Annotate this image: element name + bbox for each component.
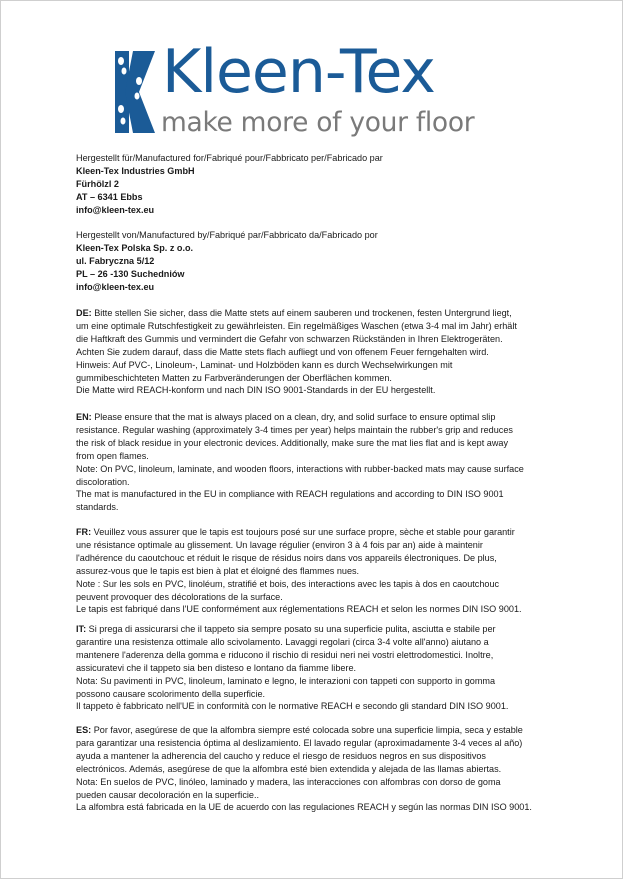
paragraph-line (76, 372, 517, 385)
language-prefix: FR: (76, 527, 92, 537)
manufactured-for-block (76, 152, 383, 217)
line-text: Die Matte wird REACH-konform und nach DIN ISO 9001-Standards in der EU hergestellt. (76, 385, 436, 396)
paragraph-line (76, 801, 532, 814)
section-it (76, 623, 508, 713)
line-text: resistance. Regular washing (approximately 3-4 times per year) helps maintain the rubber's grip and reduces (76, 424, 513, 435)
language-prefix: DE: (76, 308, 92, 318)
paragraph-line (76, 539, 522, 552)
paragraph-line (76, 488, 524, 501)
paragraph-line (76, 737, 532, 750)
k-footprints-logo-icon (115, 51, 155, 133)
line-text: Le tapis est fabriqué dans l'UE conformément aux réglementations REACH et selon les normes DIN ISO 9001. (76, 604, 522, 615)
paragraph-line (76, 526, 522, 539)
line-text: Nota: En suelos de PVC, linóleo, laminado y madera, las interacciones con alfombras con dorso de goma (76, 776, 501, 787)
paragraph-line (76, 424, 524, 437)
paragraph-line (76, 603, 522, 616)
section-fr (76, 526, 522, 616)
section-es (76, 724, 532, 814)
manufactured-by-heading: Hergestellt von/Manufactured by/Fabriqué par/Fabbricato da/Fabricado por (76, 230, 378, 240)
paragraph-line (76, 688, 508, 701)
street: Fürhölzl 2 (76, 178, 119, 189)
paragraph-line (76, 501, 524, 514)
company-name: Kleen-Tex Industries GmbH (76, 165, 195, 176)
line-text: assicuratevi che il tappeto sia ben disteso e lontano da fiamme libere. (76, 662, 357, 673)
line-text: the risk of black residue in your electronic devices. Additionally, make sure the mat lies flat and is kept away (76, 437, 508, 448)
line-text: une résistance optimale au glissement. Un lavage régulier (environ 3 à 4 fois par an) aide à maintenir (76, 539, 483, 550)
manufactured-for-heading: Hergestellt für/Manufactured for/Fabriqué pour/Fabbricato per/Fabricado par (76, 153, 383, 163)
company-name: Kleen-Tex Polska Sp. z o.o. (76, 242, 194, 253)
line-text: standards. (76, 502, 119, 513)
paragraph-line (76, 724, 532, 737)
line-text: l'adhérence du caoutchouc et réduit le risque de résidus noirs dans vos appareils électroniques. De plus, (76, 552, 497, 563)
line-text: garantire una resistenza ottimale allo scivolamento. Lavaggi regolari (circa 3-4 volte all'anno) aiutano a (76, 636, 489, 647)
email: info@kleen-tex.eu (76, 204, 155, 215)
paragraph-line (76, 578, 522, 591)
paragraph-line (76, 320, 517, 333)
line-text: die Haftkraft des Gummis und vermindert die Gefahr von schwarzen Rückständen in Ihren Elektrogeräten. (76, 333, 503, 344)
line-text: discoloration. (76, 476, 130, 487)
line-text: La alfombra está fabricada en la UE de acuerdo con las regulaciones REACH y según las normas DIN ISO 9001. (76, 802, 532, 813)
line-text: mantenere l'aderenza della gomma e riducono il rischio di residui neri nei vostri elettrodomestici. Inoltre, (76, 649, 494, 660)
line-text: Note: On PVC, linoleum, laminate, and wooden floors, interactions with rubber-backed mats may cause surface (76, 463, 524, 474)
manufactured-by-block (76, 229, 378, 294)
line-text: electrónicos. Además, asegúrese de que la alfombra esté bien extendida y alejada de las llamas abiertas. (76, 763, 502, 774)
paragraph-line (76, 359, 517, 372)
paragraph-line (76, 463, 524, 476)
line-text: Nota: Su pavimenti in PVC, linoleum, laminato e legno, le interazioni con tappeti con supporto in gomma (76, 675, 496, 686)
paragraph-line (76, 476, 524, 489)
line-text: The mat is manufactured in the EU in compliance with REACH regulations and according to DIN ISO 9001 (76, 489, 504, 500)
line-text: Si prega di assicurarsi che il tappeto sia sempre posato su una superficie pulita, asciutta e stabile per (86, 624, 496, 634)
paragraph-line (76, 750, 532, 763)
paragraph-line (76, 346, 517, 359)
paragraph-line (76, 552, 522, 565)
city: PL – 26 -130 Suchedniów (76, 268, 185, 279)
logo-brand-text: Kleen-Tex (162, 37, 435, 107)
paragraph-line (76, 675, 508, 688)
language-prefix: IT: (76, 624, 87, 634)
line-text: pueden causar decoloración en la superficie.. (76, 789, 260, 800)
line-text: ayuda a mantener la adherencia del caucho y reduce el riesgo de residuos negros en sus dispositivos (76, 750, 486, 761)
logo-tagline: make more of your floor (161, 107, 475, 138)
paragraph-line (76, 565, 522, 578)
paragraph-line (76, 437, 524, 450)
city: AT – 6341 Ebbs (76, 191, 143, 202)
paragraph-line (76, 636, 508, 649)
line-text: Por favor, asegúrese de que la alfombra siempre esté colocada sobre una superficie limpia, seca y estable (91, 725, 523, 735)
paragraph-line (76, 450, 524, 463)
line-text: para garantizar una resistencia óptima al deslizamiento. El lavado regular (aproximadamente 3-4 veces al año) (76, 737, 523, 748)
line-text: peuvent provoquer des décolorations de la surface. (76, 591, 283, 602)
line-text: Il tappeto è fabbricato nell'UE in conformità con le normative REACH e secondo gli standard DIN ISO 9001. (76, 701, 509, 712)
line-text: Veuillez vous assurer que le tapis est toujours posé sur une surface propre, sèche et stable pour garantir (91, 527, 515, 537)
paragraph-line (76, 411, 524, 424)
paragraph-line (76, 307, 517, 320)
section-de (76, 307, 517, 397)
line-text: Note : Sur les sols en PVC, linoléum, stratifié et bois, des interactions avec les tapis à dos en caoutchouc (76, 578, 500, 589)
section-en (76, 411, 524, 514)
line-text: Hinweis: Auf PVC-, Linoleum-, Laminat- und Holzböden kann es durch Wechselwirkungen mit (76, 359, 453, 370)
kleen-tex-logo (115, 37, 535, 138)
paragraph-line (76, 623, 508, 636)
paragraph-line (76, 763, 532, 776)
paragraph-line (76, 700, 508, 713)
line-text: gummibeschichteten Matten zu Farbveränderungen der Oberflächen kommen. (76, 372, 392, 383)
paragraph-line (76, 789, 532, 802)
language-prefix: ES: (76, 725, 92, 735)
line-text: assurez-vous que le tapis est bien à plat et éloigné des flammes nues. (76, 565, 360, 576)
street: ul. Fabryczna 5/12 (76, 255, 155, 266)
line-text: from open flames. (76, 450, 149, 461)
language-prefix: EN: (76, 412, 92, 422)
paragraph-line (76, 662, 508, 675)
paragraph-line (76, 333, 517, 346)
email: info@kleen-tex.eu (76, 281, 155, 292)
line-text: um eine optimale Rutschfestigkeit zu gewährleisten. Ein regelmäßiges Waschen (etwa 3-4 mal im Jahr) erhält (76, 320, 517, 331)
paragraph-line (76, 649, 508, 662)
paragraph-line (76, 591, 522, 604)
line-text: Please ensure that the mat is always placed on a clean, dry, and solid surface to ensure optimal slip (91, 412, 496, 422)
line-text: Bitte stellen Sie sicher, dass die Matte stets auf einem sauberen und trockenen, festen Untergrund liegt, (91, 308, 512, 318)
paragraph-line (76, 384, 517, 397)
paragraph-line (76, 776, 532, 789)
line-text: possono causare scolorimento della superficie. (76, 688, 266, 699)
line-text: Achten Sie zudem darauf, dass die Matte stets flach aufliegt und von offenem Feuer ferngehalten wird. (76, 346, 489, 357)
